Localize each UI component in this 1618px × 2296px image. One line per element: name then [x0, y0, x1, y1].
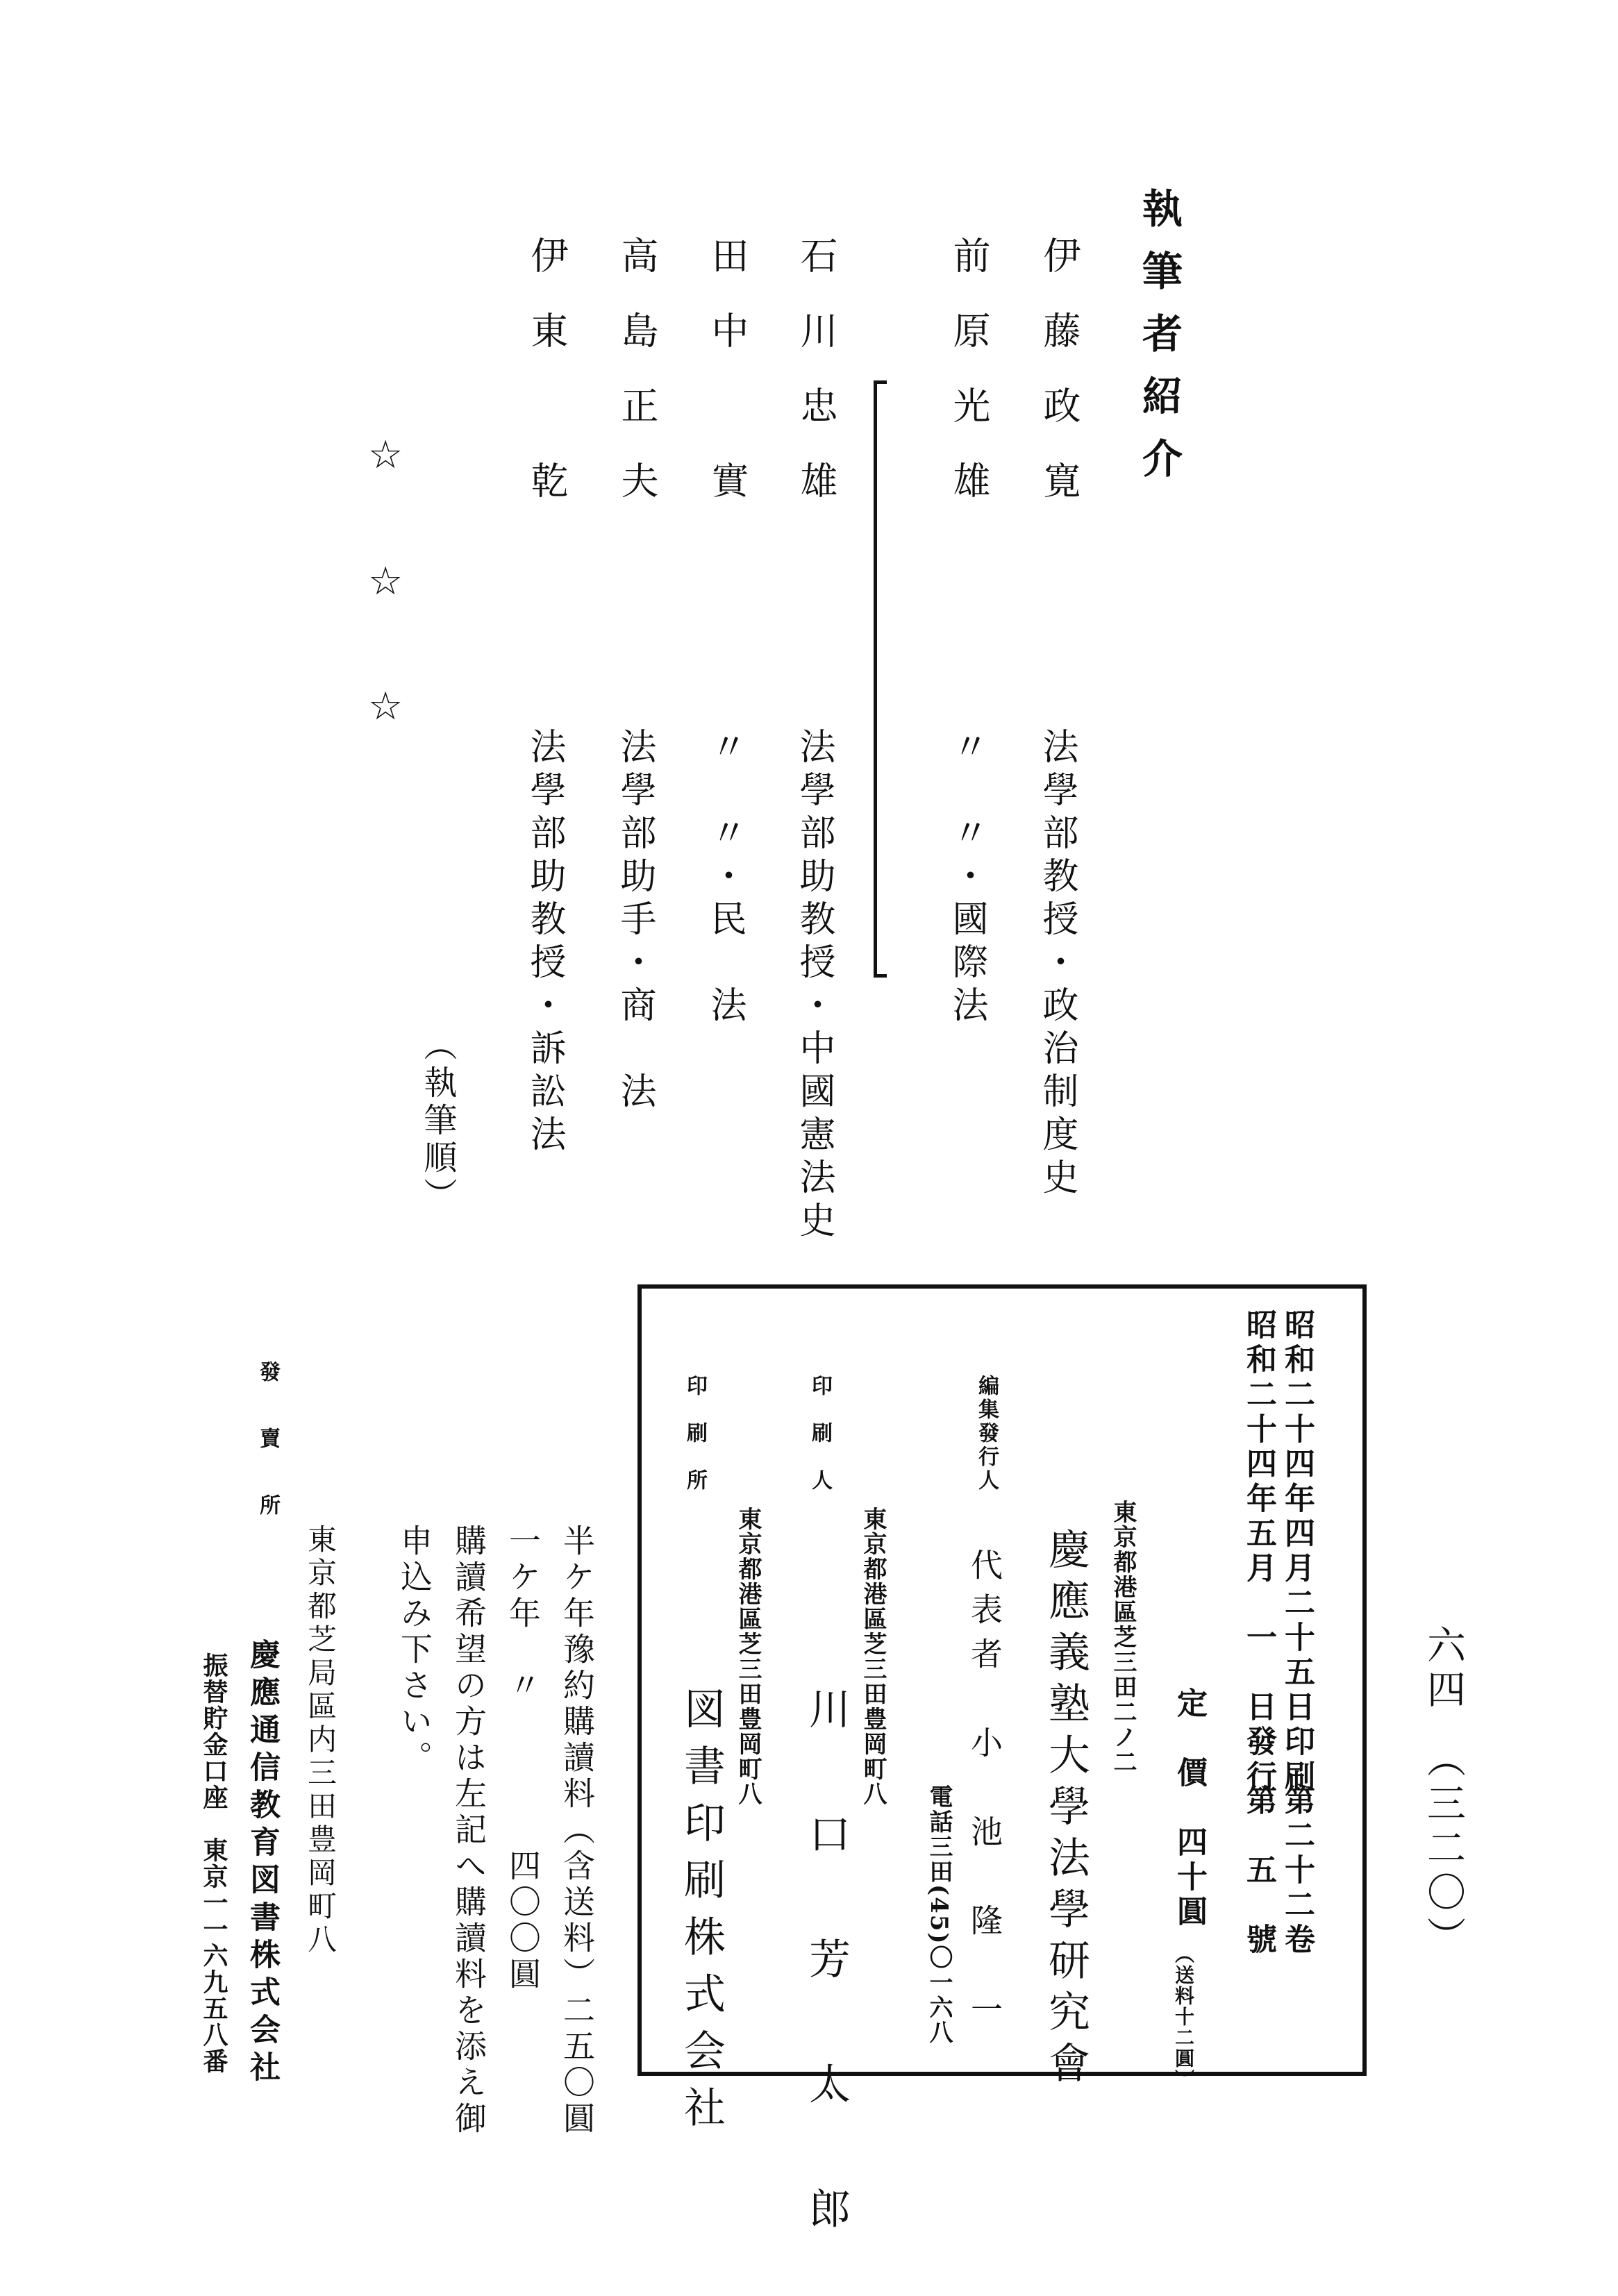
- price-note: （送料十二圓）: [1172, 1944, 1195, 2090]
- star-2: ☆: [368, 559, 403, 604]
- distributor-role: 發 賣 所: [256, 1361, 280, 1527]
- issue-date: 昭和二十四年五月 一 日發行: [1241, 1309, 1276, 1795]
- page-number: 六四 （三二〇）: [1421, 1625, 1466, 1961]
- contributor-title-6: 法學部助教授・訴訟法: [524, 728, 565, 1158]
- contributor-name-6: 伊東 乾: [525, 236, 569, 536]
- contributor-name-4: 田中 實: [706, 236, 749, 536]
- subscription-line-4: 申込み下さい。: [396, 1524, 433, 1777]
- contributor-name-5: 高島正夫: [615, 236, 659, 536]
- star-3: ☆: [368, 684, 403, 729]
- editor-org: 慶應義塾大學法學研究會: [1042, 1527, 1090, 2093]
- editor-address: 東京都港區芝三田二ノ二: [1109, 1500, 1137, 1775]
- editor-representative: 代表者 小 池 隆 一: [966, 1548, 1003, 2037]
- volume: 第二十二卷: [1279, 1784, 1315, 1958]
- distributor-account: 振替貯金口座 東京一一六九五八番: [199, 1652, 228, 2075]
- printshop-name: 図書印刷株式会社: [677, 1687, 726, 2143]
- distributor-name: 慶應通信教育図書株式会社: [244, 1639, 280, 2088]
- contributor-title-5: 法學部助手・商 法: [614, 728, 656, 1115]
- order-note: （執筆順）: [418, 1028, 457, 1215]
- contributors-heading: 執筆者紹介: [1135, 187, 1183, 500]
- printer-address: 東京都港區芝三田豊岡町八: [859, 1507, 887, 1807]
- contributor-title-4: 〃 〃・民 法: [704, 728, 746, 1029]
- printshop-address: 東京都港區芝三田豊岡町八: [734, 1507, 762, 1807]
- contributor-name-3: 石川忠雄: [794, 236, 838, 536]
- contributor-name-2: 前原光雄: [947, 236, 991, 536]
- star-1: ☆: [368, 433, 403, 478]
- printer-name: 川 口 芳 太 郎: [802, 1687, 851, 2249]
- distributor-address: 東京都芝局區内三田豊岡町八: [303, 1524, 337, 1957]
- editor-role: 編集發行人: [974, 1375, 999, 1493]
- editor-phone: 電話三田(45)〇一六八: [925, 1784, 953, 2045]
- contributor-title-2: 〃 〃・國際法: [946, 728, 987, 1029]
- printer-role: 印 刷 人: [808, 1375, 832, 1493]
- contributor-title-3: 法學部助教授・中國憲法史: [793, 728, 835, 1244]
- price: 定 價 四十圓: [1171, 1687, 1207, 1930]
- print-date: 昭和二十四年四月二十五日印刷: [1279, 1309, 1315, 1795]
- bracket-divider: [874, 380, 887, 978]
- subscription-line-1: 半ケ年豫約購讀料（含送料）二五〇圓: [558, 1524, 596, 2138]
- issue-number: 第 五 號: [1241, 1784, 1276, 1958]
- printshop-role: 印 刷 所: [683, 1375, 707, 1493]
- contributor-name-1: 伊藤政寛: [1037, 236, 1081, 536]
- subscription-line-3: 購讀希望の方は左記へ購讀料を添え御: [450, 1524, 487, 2138]
- subscription-line-2: 一ケ年 〃 四〇〇圓: [504, 1524, 542, 1993]
- contributor-title-1: 法學部教授・政治制度史: [1036, 728, 1078, 1201]
